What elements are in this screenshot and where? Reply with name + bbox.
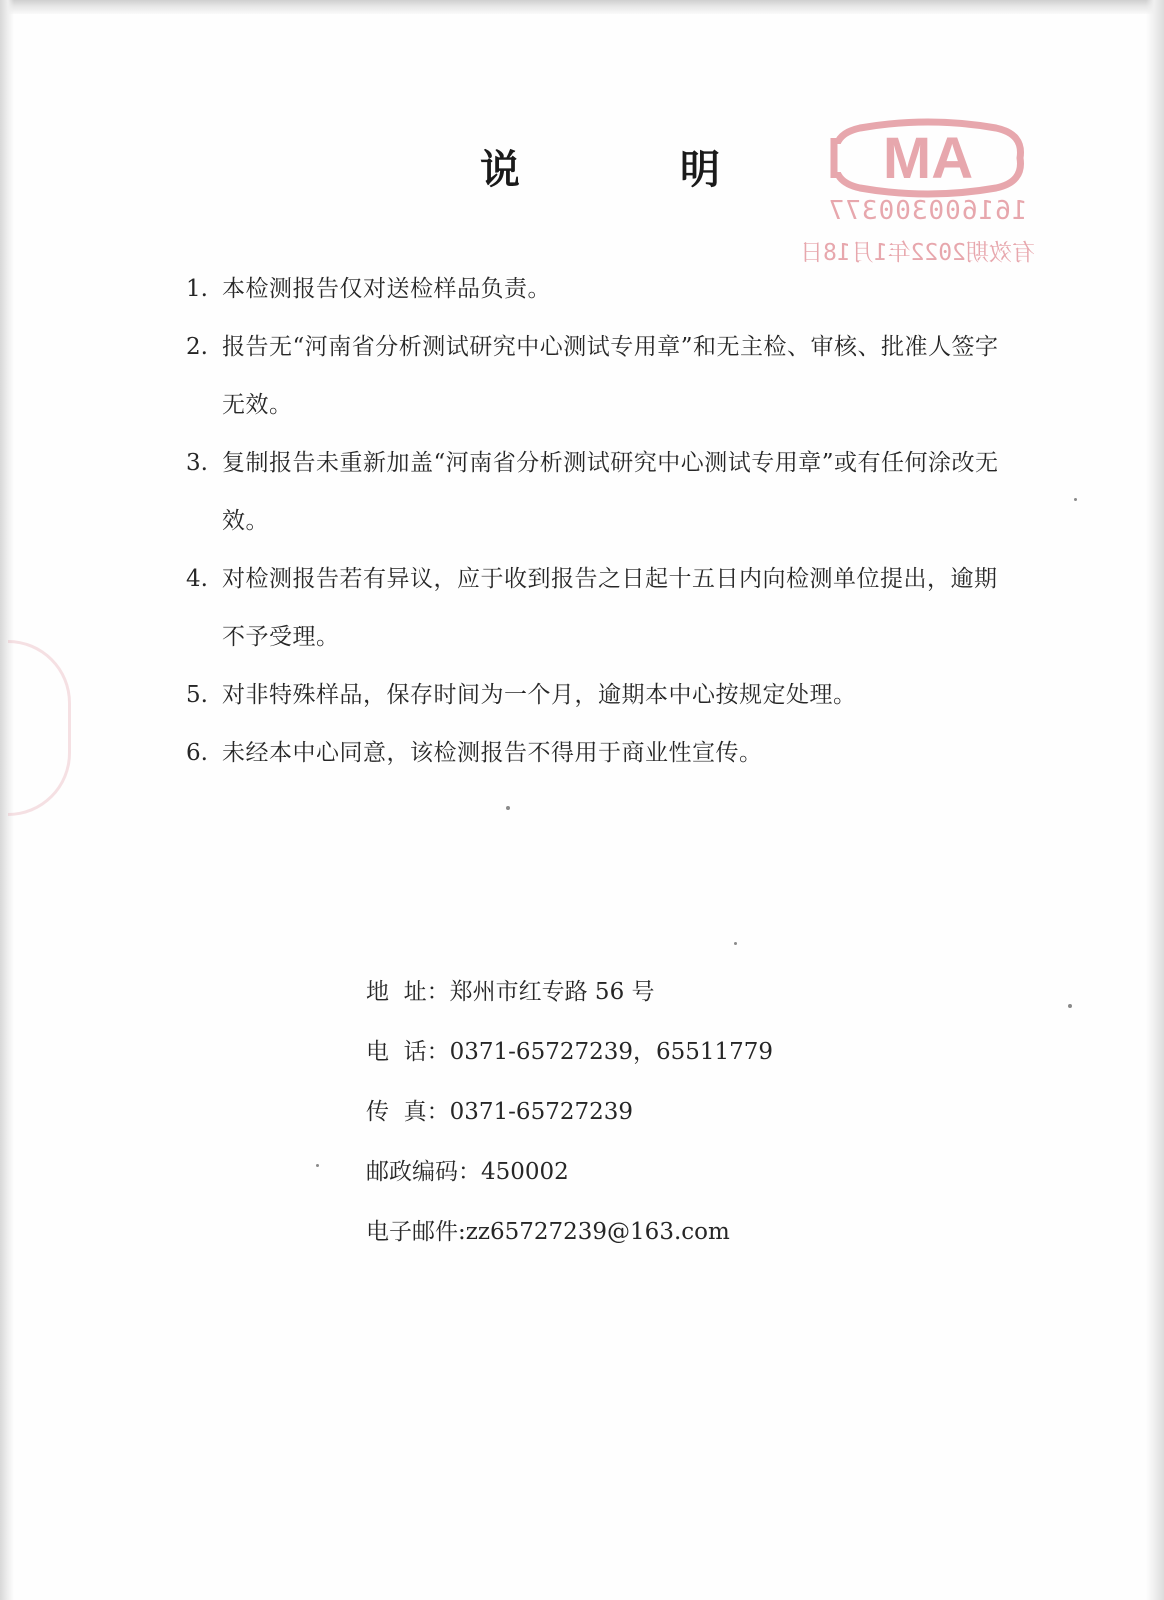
title-char-1: 说	[480, 147, 520, 193]
contact-fax	[366, 1082, 926, 1142]
note-item-5	[186, 666, 1006, 724]
postcode-label: 邮政编码：	[366, 1159, 481, 1185]
note-number: 5.	[186, 682, 208, 708]
contact-address	[366, 962, 926, 1022]
note-item-1	[186, 260, 1006, 318]
scan-speck	[506, 806, 510, 810]
contact-email	[366, 1202, 926, 1262]
note-number: 3.	[186, 450, 208, 476]
note-text: 对非特殊样品，保存时间为一个月，逾期本中心按规定处理。	[222, 682, 857, 708]
note-number: 1.	[186, 276, 208, 302]
note-number: 2.	[186, 334, 208, 360]
seal-logo-text: MA	[882, 126, 974, 191]
note-text: 本检测报告仅对送检样品负责。	[222, 276, 551, 302]
note-text: 对检测报告若有异议，应于收到报告之日起十五日内向检测单位提出，逾期不予受理。	[222, 566, 998, 650]
cma-seal-logo-icon	[820, 118, 1035, 198]
title-char-2: 明	[680, 147, 720, 193]
address-value: 郑州市红专路 56 号	[449, 979, 655, 1005]
faint-stamp-mark	[8, 640, 71, 816]
scan-speck	[734, 942, 737, 945]
note-text: 复制报告未重新加盖“河南省分析测试研究中心测试专用章”或有任何涂改无效。	[222, 450, 999, 534]
seal-certificate-number: 161600300377	[827, 196, 1028, 226]
phone-label: 电 话：	[366, 1039, 450, 1065]
note-item-4	[186, 550, 1006, 666]
phone-value: 0371-65727239，65511779	[449, 1039, 774, 1065]
contact-block	[366, 962, 926, 1262]
contact-phone	[366, 1022, 926, 1082]
fax-label: 传 真：	[366, 1099, 450, 1125]
scan-speck	[1074, 498, 1077, 501]
postcode-value: 450002	[481, 1159, 569, 1185]
scan-speck	[316, 1164, 319, 1167]
seal-validity-date: 有效期2022年1月18日	[800, 240, 1035, 266]
email-label: 电子邮件:	[366, 1219, 466, 1245]
fax-value: 0371-65727239	[449, 1099, 633, 1125]
note-text: 未经本中心同意，该检测报告不得用于商业性宣传。	[222, 740, 763, 766]
note-item-3	[186, 434, 1006, 550]
page-title	[480, 140, 720, 200]
notes-list	[186, 260, 1006, 782]
email-value: zz65727239@163.com	[465, 1219, 730, 1245]
contact-postcode	[366, 1142, 926, 1202]
note-text: 报告无“河南省分析测试研究中心测试专用章”和无主检、审核、批准人签字无效。	[222, 334, 999, 418]
note-number: 4.	[186, 566, 208, 592]
scan-speck	[1068, 1004, 1072, 1008]
note-item-6	[186, 724, 1006, 782]
scan-edge-top	[0, 0, 1164, 14]
note-item-2	[186, 318, 1006, 434]
note-number: 6.	[186, 740, 208, 766]
scan-edge-right	[1146, 0, 1164, 1600]
address-label: 地 址：	[366, 979, 450, 1005]
